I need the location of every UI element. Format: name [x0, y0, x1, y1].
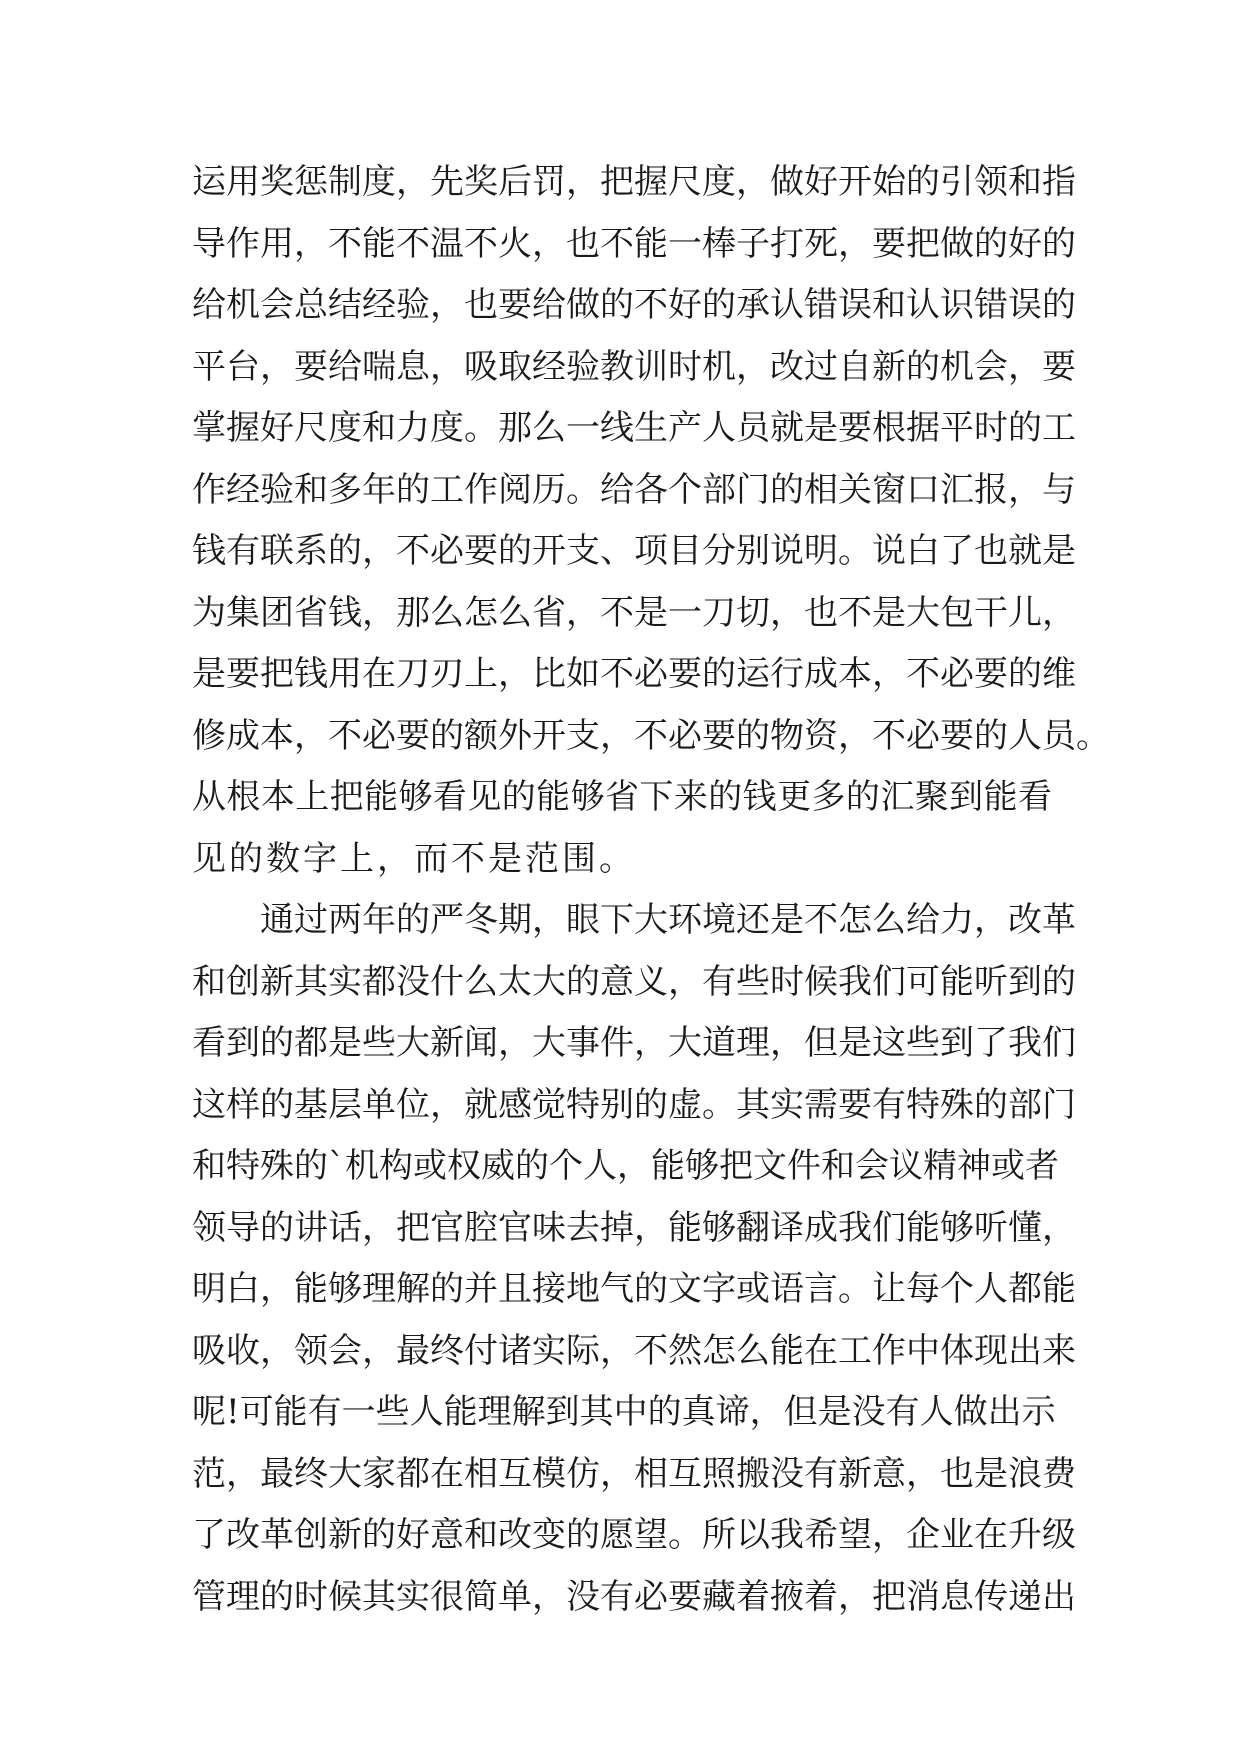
text-line: 明白，能够理解的并且接地气的文字或语言。让每个人都能 — [192, 1269, 1076, 1309]
text-line: 和创新其实都没什么太大的意义，有些时候我们可能听到的 — [192, 961, 1076, 1002]
text-line: 范，最终大家都在相互模仿，相互照搬没有新意，也是浪费 — [192, 1453, 1076, 1494]
text-line: 导作用，不能不温不火，也不能一棒子打死，要把做的好的 — [192, 223, 1076, 264]
text-line: 从根本上把能够看见的能够省下来的钱更多的汇聚到能看 — [192, 777, 1052, 817]
paragraph-first-line: 通过两年的严冬期，眼下大环境还是不怎么给力，改革 — [260, 900, 1076, 940]
document-body — [192, 162, 1110, 1638]
text-line: 为集团省钱，那么怎么省，不是一刀切，也不是大包干儿， — [192, 592, 1076, 633]
text-line: 领导的讲话，把官腔官味去掉，能够翻译成我们能够听懂， — [192, 1207, 1076, 1248]
text-line: 看到的都是些大新闻，大事件，大道理，但是这些到了我们 — [192, 1023, 1076, 1063]
text-line: 是要把钱用在刀刃上，比如不必要的运行成本，不必要的维 — [192, 654, 1076, 694]
text-line: 和特殊的`机构或权威的个人，能够把文件和会议精神或者 — [192, 1146, 1059, 1186]
text-line: 平台，要给喘息，吸取经验教训时机，改过自新的机会，要 — [192, 346, 1076, 387]
text-line: 管理的时候其实很简单，没有必要藏着掖着，把消息传递出 — [192, 1576, 1076, 1617]
text-line: 修成本，不必要的额外开支，不必要的物资，不必要的人员。 — [192, 715, 1110, 756]
text-line: 给机会总结经验，也要给做的不好的承认错误和认识错误的 — [192, 285, 1076, 325]
text-line: 运用奖惩制度，先奖后罚，把握尺度，做好开始的引领和指 — [192, 162, 1076, 202]
text-line: 这样的基层单位，就感觉特别的虚。其实需要有特殊的部门 — [192, 1084, 1076, 1125]
text-line: 掌握好尺度和力度。那么一线生产人员就是要根据平时的工 — [192, 408, 1076, 448]
text-line: 吸收，领会，最终付诸实际，不然怎么能在工作中体现出来 — [192, 1330, 1076, 1371]
text-line: 呢!可能有一些人能理解到其中的真谛，但是没有人做出示 — [192, 1392, 1056, 1432]
text-line: 见的数字上，而不是范围。 — [192, 838, 636, 879]
text-line: 了改革创新的好意和改变的愿望。所以我希望，企业在升级 — [192, 1515, 1076, 1555]
text-line: 钱有联系的，不必要的开支、项目分别说明。说白了也就是 — [192, 531, 1076, 571]
text-line: 作经验和多年的工作阅历。给各个部门的相关窗口汇报，与 — [192, 469, 1076, 510]
